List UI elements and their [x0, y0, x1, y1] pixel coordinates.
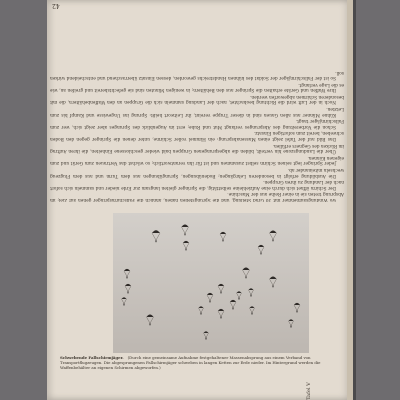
- paragraph: Der Schirm öffnet sich durch eine Aufziehleine selbsttätig, die Springer gleiten langsam zur Erde nieder und sammeln sich sofort nach der Landung zu ihren Gruppen.: [50, 179, 344, 190]
- page-number: 42: [52, 2, 60, 9]
- paragraph: Das Bild auf der Tafel zeigt einen Massenabsprung: ein Himmel voller Schirme, unter denen die Springer gegen den Boden schweben, bereit zum sofortigen Einsatz.: [50, 130, 344, 142]
- book-cover-edge: [353, 0, 356, 400]
- caption-text: (Durch eine gemeinsame Aufnahme festgehaltener Massenabsprung aus einem Verband von Transportflugzeugen. Die abgesprungenen Fallschirmjäger schweben in langen Ketten zur Erde nieder. Im Hintergrund werden die Waffenbehälter an eigenen Schirmen abgeworfen.): [60, 355, 321, 370]
- sky-background: [113, 213, 309, 353]
- paragraph: So ist der Fallschirmjäger der Soldat des kühnen Handstreichs geworden, dessen Einsatz überraschend und entscheidend wirken soll.: [50, 69, 344, 81]
- paragraph: Schon die Vorbereitung des Absprunges verlangt Mut und Ruhe; erst im Augenblick des Sprunges aber zeigt sich, wer zum Fallschirmjäger taugt.: [50, 118, 344, 129]
- body-text: [50, 6, 344, 202]
- paragraph: Kühne Männer aus allen Gauen sind in dieser Truppe vereint, ihr Leitwort heißt: Sprung ins Ungewisse und Kampf bis zum Letzten.: [50, 106, 344, 117]
- paragraph: Über die Landungszone hin verteilt, bilden die abgesprungenen Gruppen bald wieder geschlossene Einheiten, die ihren Auftrag im Rücken des Gegners erfüllen.: [50, 142, 344, 154]
- parachute-photo: [113, 213, 309, 353]
- paragraph: Jeder Springer legt seinen Schirm selbst zusammen und ist für ihn verantwortlich; so wächst das Vertrauen zum Gerät und zum eigenen Können.: [50, 154, 344, 166]
- paragraph: Die Ausbildung erfolgt in besonderen Lehrgängen; Bodenübungen, Sprungübungen aus dem Turm und aus dem Flugzeug wechseln miteinander ab.: [50, 167, 344, 178]
- paragraph: wo Windungsaufnehmer mit 30 Grad Stellung, und die Sprungstellen haben, ähnlich die Fallschirmspringer gehen auf Ziel; im Absprung treten sie in einer Reihe aus der Maschine.: [50, 191, 344, 202]
- photo-plate: [113, 213, 309, 353]
- paragraph: Ihre Waffen und Geräte erhalten die Springer aus den Behältern; in wenigen Minuten sind sie gefechtsbereit und greifen an, wie es die Lage verlangt.: [50, 81, 344, 93]
- caption-title: Schwebende Fallschirmjäger.: [60, 355, 124, 360]
- paragraph: Noch in der Luft wird die Richtung beobachtet, nach der Landung sammeln sich die Gruppen an den Waffenbehältern, die mit besonderen Schirmen abgeworfen werden.: [50, 93, 344, 105]
- plate-caption: [60, 355, 346, 370]
- plate-label: Tafel V: [305, 382, 312, 400]
